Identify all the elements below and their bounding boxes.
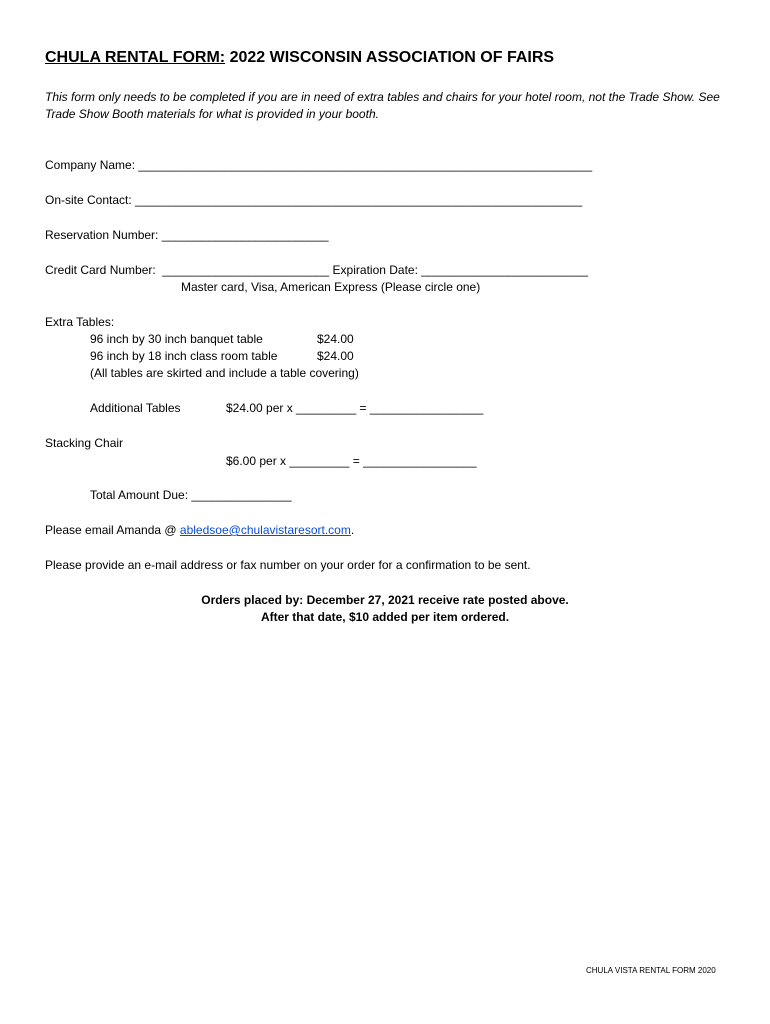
stacking-chair-heading: Stacking Chair [45,436,124,450]
page-title [45,50,554,66]
email-instruction [45,524,354,536]
tables-note: (All tables are skirted and include a table covering) [90,366,359,380]
title-rest: 2022 WISCONSIN ASSOCIATION OF FAIRS [225,49,555,66]
card-types-note: Master card, Visa, American Express (Please circle one) [181,280,481,294]
additional-tables-label: Additional Tables [90,401,181,415]
banquet-table-label: 96 inch by 30 inch banquet table [90,332,263,346]
additional-tables-calc: $24.00 per x _________ = _________________ [226,401,484,415]
page-footer: CHULA VISTA RENTAL FORM 2020 [586,966,716,975]
classroom-table-label: 96 inch by 18 inch class room table [90,349,278,363]
confirmation-note: Please provide an e-mail address or fax number on your order for a confirmation to be sent. [45,558,531,572]
reservation-number-field: Reservation Number: _________________________ [45,228,329,242]
title-underlined: CHULA RENTAL FORM: [45,49,226,66]
classroom-table-price: $24.00 [317,349,354,363]
total-amount-field: Total Amount Due: _______________ [90,488,292,502]
intro-paragraph: This form only needs to be completed if you are in need of extra tables and chairs for your hotel room, not the Trade Show. See Trade Show Booth materials for what is provided in your booth. [45,90,720,121]
extra-tables-heading: Extra Tables: [45,315,115,329]
stacking-chair-calc: $6.00 per x _________ = _________________ [226,454,477,468]
orders-deadline-line2: After that date, $10 added per item ordered. [260,610,510,624]
onsite-contact-field: On-site Contact: ___________________________________________________________________ [45,193,583,207]
company-name-field: Company Name: ____________________________________________________________________ [45,158,593,172]
banquet-table-price: $24.00 [317,332,354,346]
credit-card-field: Credit Card Number: _________________________ Expiration Date: _________________________ [45,263,589,277]
email-prefix: Please email Amanda @ [45,523,180,537]
email-suffix: . [350,523,355,537]
email-link[interactable]: abledsoe@chulavistaresort.com [179,523,351,537]
orders-deadline-line1: Orders placed by: December 27, 2021 receive rate posted above. [201,593,569,607]
